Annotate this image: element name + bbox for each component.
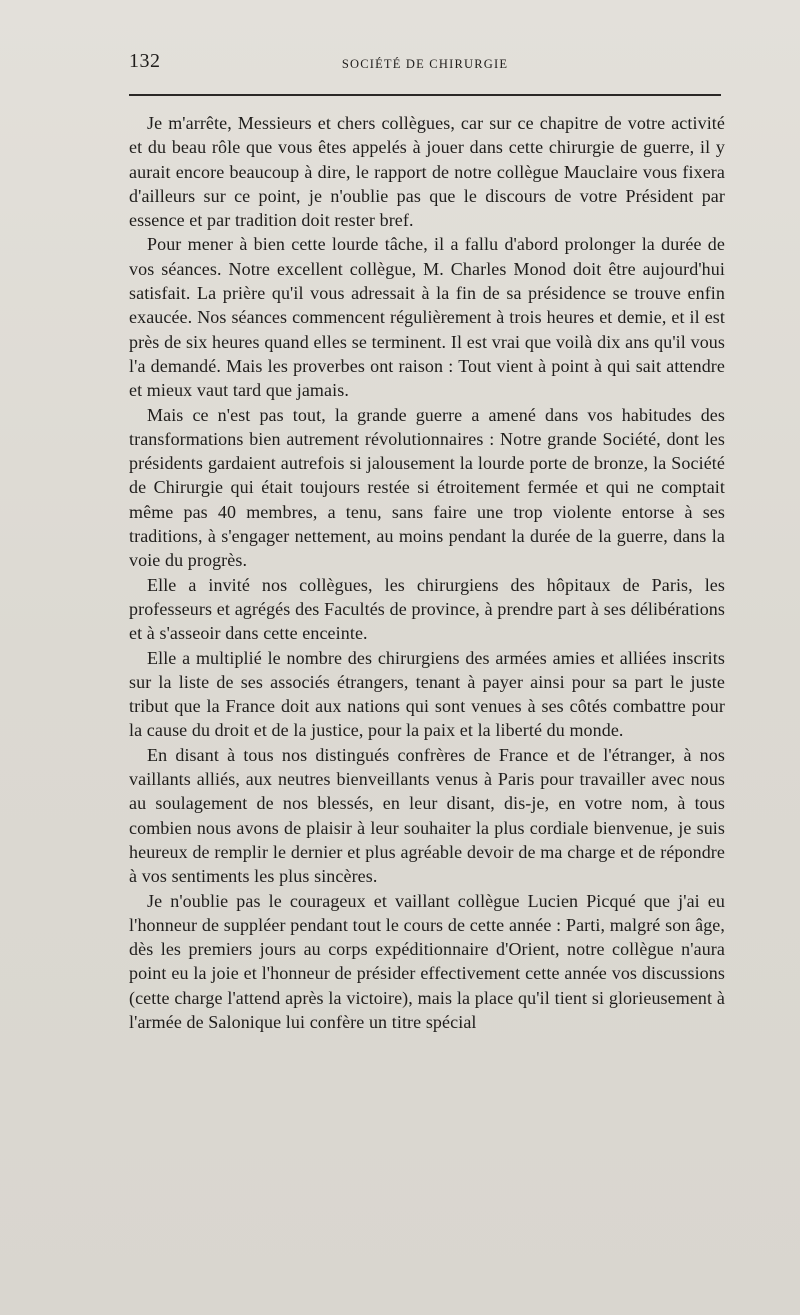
page-number: 132 xyxy=(129,50,161,72)
paragraph-1: Je m'arrête, Messieurs et chers collègues, car sur ce chapitre de votre activité et du beau rôle que vous êtes appelés à jouer dans cette chirurgie de guerre, il y aurait encore beaucoup à dire, le rapport de notre collègue Mauclaire vous fixera d'ailleurs sur ce point, je n'oublie pas que le discours de votre Président par essence et par tradition doit rester bref. xyxy=(129,113,725,231)
running-head: SOCIÉTÉ DE CHIRURGIE xyxy=(341,57,509,71)
paragraph-3: Mais ce n'est pas tout, la grande guerre a amené dans vos habitudes des transformations bien autrement révolutionnaires : Notre grande Société, dont les présidents gardaient autrefois si jalousement la lourde porte de bronze, la Société de Chirurgie qui était toujours restée si étroitement fermée et qui ne comptait même pas 40 membres, a tenu, sans faire une trop violente entorse à ses traditions, à s'engager nettement, au moins pendant la durée de la guerre, dans la voie du progrès. xyxy=(129,404,725,571)
paragraph-5: Elle a multiplié le nombre des chirurgiens des armées amies et alliées inscrits sur la liste de ses associés étrangers, tenant à payer ainsi pour sa part le juste tribut que la France doit aux nations qui sont venues à ses côtés combattre pour la cause du droit et de la justice, pour la paix et la liberté du monde. xyxy=(129,647,725,741)
body-text xyxy=(129,111,725,1034)
paragraph-2: Pour mener à bien cette lourde tâche, il a fallu d'abord prolonger la durée de vos séances. Notre excellent collègue, M. Charles Monod doit être aujourd'hui satisfait. La prière qu'il vous adressait à la fin de sa présidence se trouve enfin exaucée. Nos séances commencent régulièrement à trois heures et demie, et il est près de six heures quand elles se terminent. Il est vrai que voilà dix ans qu'il vous l'a demandé. Mais les proverbes ont raison : Tout vient à point à qui sait attendre et mieux vaut tard que jamais. xyxy=(129,234,725,401)
paragraph-7: Je n'oublie pas le courageux et vaillant collègue Lucien Picqué que j'ai eu l'honneur de suppléer pendant tout le cours de cette année : Parti, malgré son âge, dès les premiers jours au corps expéditionnaire d'Orient, notre collègue n'aura point eu la joie et l'honneur de présider effectivement cette année vos discussions (cette charge l'attend après la victoire), mais la place qu'il tient si glorieusement à l'armée de Salonique lui confère un titre spécial xyxy=(129,890,725,1032)
page-header xyxy=(129,50,721,80)
paragraph-6: En disant à tous nos distingués confrères de France et de l'étranger, à nos vaillants alliés, aux neutres bienveillants venus à Paris pour travailler avec nous au soulagement de nos blessés, en leur disant, dis-je, en votre nom, à tous combien nous avons de plaisir à leur souhaiter la plus cordiale bienvenue, je suis heureux de remplir le dernier et plus agréable devoir de ma charge et de répondre à vos sentiments les plus sincères. xyxy=(129,744,725,887)
header-rule xyxy=(129,94,721,96)
paragraph-4: Elle a invité nos collègues, les chirurgiens des hôpitaux de Paris, les professeurs et agrégés des Facultés de province, à prendre part à ses délibérations et à s'asseoir dans cette enceinte. xyxy=(129,574,725,644)
